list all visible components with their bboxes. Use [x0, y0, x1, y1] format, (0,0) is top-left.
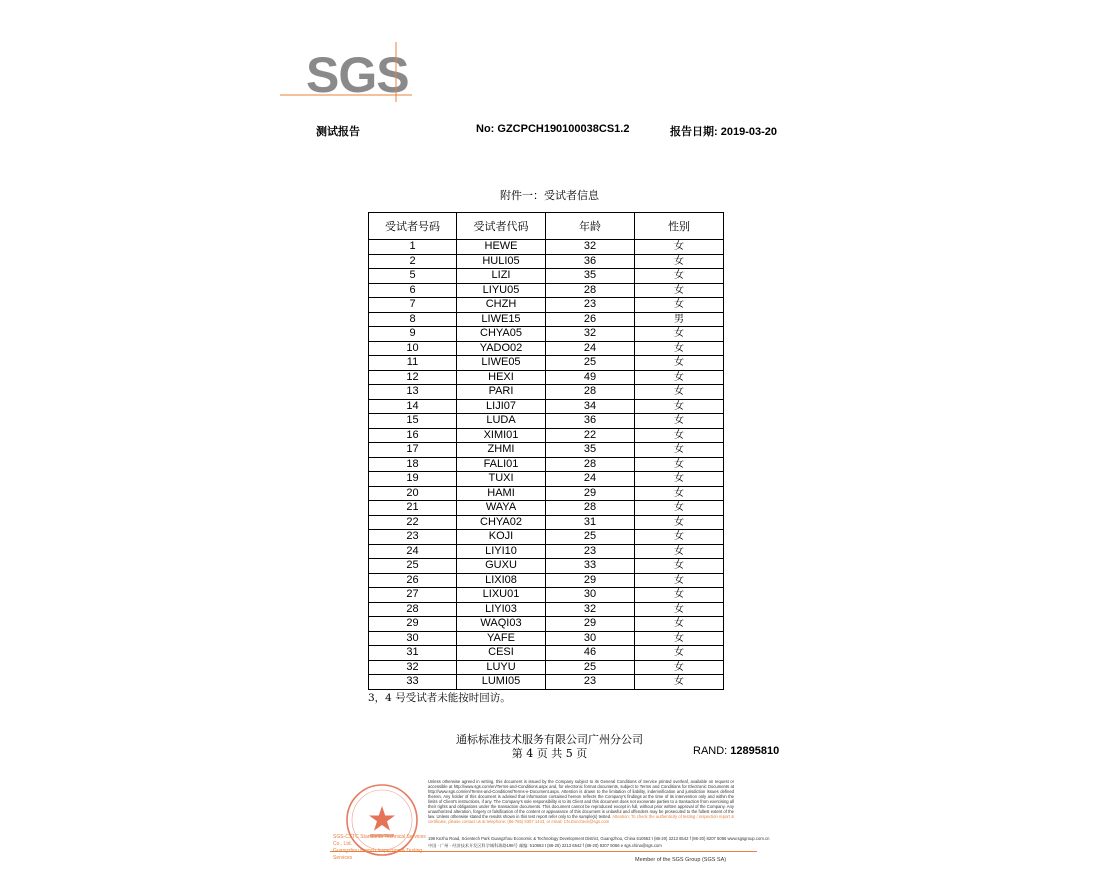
- table-row: [369, 457, 724, 472]
- cell-gender: 女: [635, 530, 724, 545]
- cell-subject-code: WAQI03: [457, 617, 546, 632]
- cell-subject-code: HULI05: [457, 254, 546, 269]
- cell-subject-number: 1: [369, 240, 457, 255]
- table-row: [369, 428, 724, 443]
- cell-subject-code: LIXU01: [457, 588, 546, 603]
- cell-subject-number: 8: [369, 312, 457, 327]
- report-label: 测试报告: [316, 126, 360, 138]
- cell-subject-number: 31: [369, 646, 457, 661]
- cell-gender: 女: [635, 443, 724, 458]
- seal-caption: [333, 834, 433, 862]
- cell-age: 31: [546, 515, 635, 530]
- cell-gender: 女: [635, 269, 724, 284]
- cell-age: 23: [546, 298, 635, 313]
- cell-gender: 女: [635, 399, 724, 414]
- cell-subject-code: HAMI: [457, 486, 546, 501]
- cell-subject-number: 24: [369, 544, 457, 559]
- cell-subject-code: KOJI: [457, 530, 546, 545]
- cell-age: 25: [546, 356, 635, 371]
- cell-subject-number: 27: [369, 588, 457, 603]
- footnote: 3，4 号受试者未能按时回访。: [368, 692, 511, 704]
- report-number: No: GZCPCH190100038CS1.2: [476, 123, 630, 135]
- cell-gender: 女: [635, 327, 724, 342]
- cell-subject-number: 28: [369, 602, 457, 617]
- cell-subject-code: LIYI10: [457, 544, 546, 559]
- cell-subject-code: HEWE: [457, 240, 546, 255]
- cell-gender: 女: [635, 428, 724, 443]
- cell-subject-code: LUMI05: [457, 675, 546, 690]
- cell-subject-code: YADO02: [457, 341, 546, 356]
- cell-gender: 女: [635, 501, 724, 516]
- cell-subject-code: CHYA02: [457, 515, 546, 530]
- table-row: [369, 414, 724, 429]
- cell-subject-code: LIYU05: [457, 283, 546, 298]
- cell-subject-number: 30: [369, 631, 457, 646]
- cell-subject-code: LIWE15: [457, 312, 546, 327]
- table-row: [369, 675, 724, 690]
- table-header-row: [369, 213, 724, 240]
- rand-label: RAND:: [693, 745, 731, 757]
- report-date: 报告日期: 2019-03-20: [670, 126, 777, 138]
- cell-gender: 女: [635, 660, 724, 675]
- cell-gender: 女: [635, 646, 724, 661]
- cell-gender: 女: [635, 298, 724, 313]
- cell-subject-number: 13: [369, 385, 457, 400]
- cell-gender: 女: [635, 370, 724, 385]
- cell-subject-number: 15: [369, 414, 457, 429]
- cell-subject-number: 21: [369, 501, 457, 516]
- table-row: [369, 573, 724, 588]
- cell-age: 29: [546, 617, 635, 632]
- cell-subject-number: 19: [369, 472, 457, 487]
- cell-subject-code: LIWE05: [457, 356, 546, 371]
- cell-gender: 女: [635, 675, 724, 690]
- cell-age: 22: [546, 428, 635, 443]
- table-row: [369, 341, 724, 356]
- cell-subject-number: 18: [369, 457, 457, 472]
- cell-gender: 女: [635, 472, 724, 487]
- subjects-table: [368, 212, 724, 690]
- table-row: [369, 443, 724, 458]
- cell-age: 32: [546, 602, 635, 617]
- table-row: [369, 472, 724, 487]
- table-row: [369, 559, 724, 574]
- cell-subject-code: CESI: [457, 646, 546, 661]
- cell-age: 24: [546, 472, 635, 487]
- table-row: [369, 298, 724, 313]
- cell-subject-number: 25: [369, 559, 457, 574]
- cell-age: 36: [546, 414, 635, 429]
- cell-subject-code: LIXI08: [457, 573, 546, 588]
- sgs-logo-text: SGS: [306, 47, 409, 103]
- cell-subject-code: LUYU: [457, 660, 546, 675]
- cell-subject-number: 2: [369, 254, 457, 269]
- cell-gender: 男: [635, 312, 724, 327]
- cell-age: 30: [546, 631, 635, 646]
- cell-subject-number: 9: [369, 327, 457, 342]
- cell-gender: 女: [635, 254, 724, 269]
- column-header-gender: 性别: [635, 213, 724, 240]
- cell-gender: 女: [635, 240, 724, 255]
- address-chinese: 中国 · 广州 · 经济技术开发区科学城科珠路198号 邮编: 510663 t (86-20) 3213 6542 f (86-20) 8207 5066 e sgs.china@sgs.com: [428, 843, 662, 848]
- sgs-logo: [280, 42, 415, 104]
- cell-gender: 女: [635, 559, 724, 574]
- table-row: [369, 240, 724, 255]
- cell-subject-number: 14: [369, 399, 457, 414]
- cell-gender: 女: [635, 602, 724, 617]
- table-row: [369, 530, 724, 545]
- rand-number: [693, 745, 779, 757]
- table-row: [369, 486, 724, 501]
- cell-gender: 女: [635, 385, 724, 400]
- cell-subject-code: LIYI03: [457, 602, 546, 617]
- table-row: [369, 544, 724, 559]
- cell-age: 34: [546, 399, 635, 414]
- cell-gender: 女: [635, 631, 724, 646]
- table-row: [369, 501, 724, 516]
- column-header-age: 年龄: [546, 213, 635, 240]
- cell-subject-number: 33: [369, 675, 457, 690]
- table-row: [369, 617, 724, 632]
- cell-subject-number: 16: [369, 428, 457, 443]
- cell-subject-code: XIMI01: [457, 428, 546, 443]
- table-row: [369, 356, 724, 371]
- cell-subject-code: CHZH: [457, 298, 546, 313]
- cell-subject-code: LIZI: [457, 269, 546, 284]
- cell-gender: 女: [635, 588, 724, 603]
- cell-age: 28: [546, 283, 635, 298]
- cell-age: 36: [546, 254, 635, 269]
- cell-age: 26: [546, 312, 635, 327]
- cell-subject-number: 7: [369, 298, 457, 313]
- cell-gender: 女: [635, 341, 724, 356]
- cell-subject-code: CHYA05: [457, 327, 546, 342]
- cell-subject-number: 26: [369, 573, 457, 588]
- table-body: [369, 240, 724, 690]
- cell-subject-code: PARI: [457, 385, 546, 400]
- disclaimer-text: Unless otherwise agreed in writing, this document is issued by the Company subject to its General Conditions of Service printed overleaf, available on request or accessible at http://www.sgs.com/en/Terms-and-Conditions.aspx and, for electronic format documents, subject to Terms and Conditions for Electronic Documents at http://www.sgs.com/en/Terms-and-Conditions/Terms-e-Document.aspx. Attention is drawn to the limitation of liability, indemnification and jurisdiction issues defined therein. Any holder of this document is advised that information contained hereon reflects the Company's findings at the time of its intervention only and within the limits of Client's instructions, if any. The Company's sole responsibility is to its Client and this document does not exonerate parties to a transaction from exercising all their rights and obligations under the transaction documents. This document cannot be reproduced except in full, without prior written approval of the Company. Any unauthorized alteration, forgery or falsification of the content or appearance of this document is unlawful and offenders may be prosecuted to the fullest extent of the law. Unless otherwise stated the results shown in this test report refer only to the sample(s) tested.: [428, 779, 734, 819]
- cell-gender: 女: [635, 515, 724, 530]
- table-row: [369, 269, 724, 284]
- cell-gender: 女: [635, 617, 724, 632]
- cell-age: 32: [546, 240, 635, 255]
- cell-subject-code: LIJI07: [457, 399, 546, 414]
- cell-subject-number: 29: [369, 617, 457, 632]
- table-row: [369, 312, 724, 327]
- cell-age: 25: [546, 660, 635, 675]
- table-row: [369, 327, 724, 342]
- company-name: 通标标准技术服务有限公司广州分公司: [456, 733, 643, 746]
- table-row: [369, 588, 724, 603]
- seal-caption-line-1: SGS-CSTC Standards Technical Services Co., Ltd.: [333, 834, 426, 847]
- cell-age: 23: [546, 544, 635, 559]
- cell-subject-number: 20: [369, 486, 457, 501]
- legal-disclaimer: [428, 779, 734, 824]
- cell-age: 24: [546, 341, 635, 356]
- cell-gender: 女: [635, 486, 724, 501]
- cell-subject-code: FALI01: [457, 457, 546, 472]
- cell-subject-number: 17: [369, 443, 457, 458]
- cell-age: 49: [546, 370, 635, 385]
- cell-age: 35: [546, 269, 635, 284]
- table-row: [369, 283, 724, 298]
- rand-value: 12895810: [730, 745, 780, 757]
- table-row: [369, 646, 724, 661]
- cell-subject-code: HEXI: [457, 370, 546, 385]
- address-english: 198 Kezhu Road, Scientech Park Guangzhou Economic & Technology Development District, Guangzhou, China 510663 t (86-20) 3213 6542 f (86-20) 8207 5066 www.sgsgroup.com.cn: [428, 836, 770, 841]
- page-info: 第 4 页 共 5 页: [511, 747, 588, 760]
- cell-subject-code: LUDA: [457, 414, 546, 429]
- cell-age: 23: [546, 675, 635, 690]
- table-row: [369, 370, 724, 385]
- cell-gender: 女: [635, 356, 724, 371]
- cell-age: 28: [546, 385, 635, 400]
- cell-age: 28: [546, 501, 635, 516]
- table-row: [369, 660, 724, 675]
- cell-age: 46: [546, 646, 635, 661]
- cell-age: 35: [546, 443, 635, 458]
- table-row: [369, 254, 724, 269]
- cell-gender: 女: [635, 457, 724, 472]
- cell-subject-code: GUXU: [457, 559, 546, 574]
- seal-caption-line-2: Guangzhou Branch Inspection & Testing Services: [333, 848, 423, 861]
- cell-gender: 女: [635, 544, 724, 559]
- cell-gender: 女: [635, 283, 724, 298]
- cell-subject-number: 22: [369, 515, 457, 530]
- member-note: Member of the SGS Group (SGS SA): [635, 857, 727, 863]
- cell-subject-number: 12: [369, 370, 457, 385]
- table-row: [369, 515, 724, 530]
- cell-age: 25: [546, 530, 635, 545]
- column-header-subject-number: 受试者号码: [369, 213, 457, 240]
- table-row: [369, 631, 724, 646]
- cell-age: 28: [546, 457, 635, 472]
- cell-age: 30: [546, 588, 635, 603]
- cell-subject-code: TUXI: [457, 472, 546, 487]
- annex-title: 附件一：受试者信息: [500, 189, 599, 202]
- cell-gender: 女: [635, 414, 724, 429]
- cell-subject-number: 32: [369, 660, 457, 675]
- seal-star-icon: [369, 806, 395, 831]
- cell-subject-number: 11: [369, 356, 457, 371]
- cell-subject-number: 5: [369, 269, 457, 284]
- cell-age: 32: [546, 327, 635, 342]
- cell-subject-code: WAYA: [457, 501, 546, 516]
- disclaimer-warning: Attention: To check the authenticity of testing / inspection report & certificate, please contact us at telephone: (86-755) 8307 1443, or email: CN.Doccheck@sgs.com: [428, 814, 734, 824]
- table-row: [369, 399, 724, 414]
- cell-gender: 女: [635, 573, 724, 588]
- cell-subject-number: 10: [369, 341, 457, 356]
- cell-age: 33: [546, 559, 635, 574]
- cell-subject-number: 6: [369, 283, 457, 298]
- table-row: [369, 385, 724, 400]
- footer-divider: [330, 851, 757, 852]
- table-row: [369, 602, 724, 617]
- column-header-subject-code: 受试者代码: [457, 213, 546, 240]
- cell-subject-code: YAFE: [457, 631, 546, 646]
- cell-subject-number: 23: [369, 530, 457, 545]
- cell-age: 29: [546, 573, 635, 588]
- cell-age: 29: [546, 486, 635, 501]
- cell-subject-code: ZHMI: [457, 443, 546, 458]
